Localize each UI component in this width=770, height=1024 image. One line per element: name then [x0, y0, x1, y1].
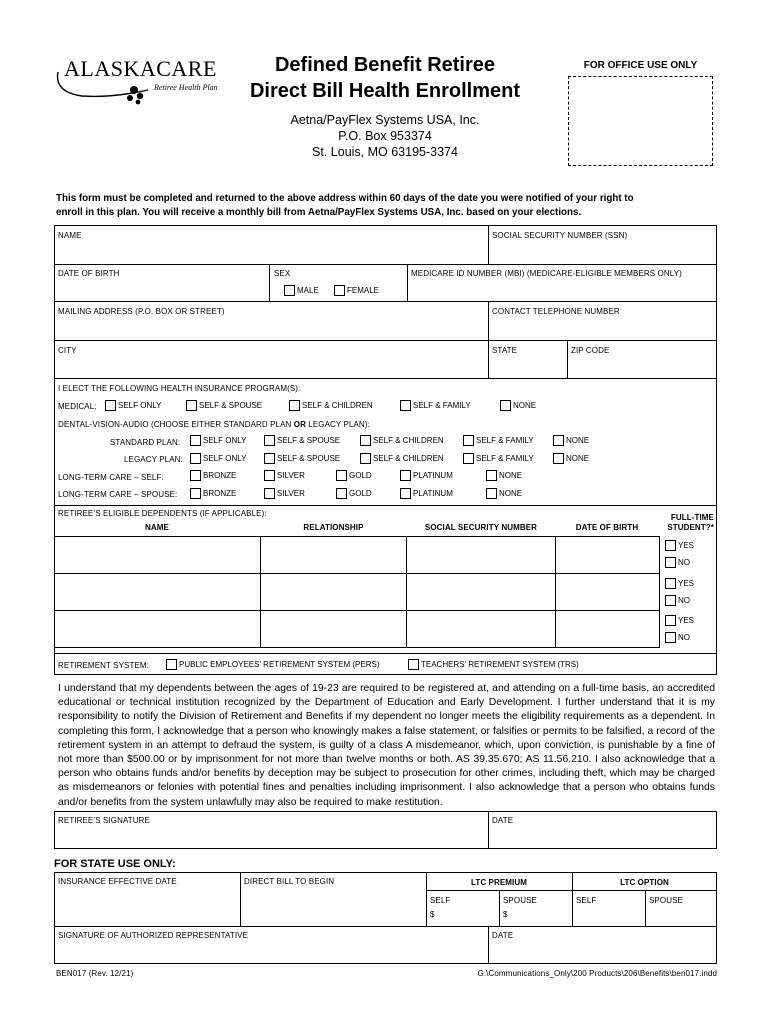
standard-self-spouse[interactable]: SELF & SPOUSE	[264, 435, 340, 446]
premium-self-dollar[interactable]: $	[430, 910, 435, 919]
standard-none[interactable]: NONE	[553, 435, 589, 446]
option-self-field[interactable]: SELF	[576, 896, 597, 905]
dva-heading: DENTAL-VISION-AUDIO (CHOOSE EITHER STANDARD PLAN OR LEGACY PLAN):	[58, 420, 370, 429]
legacy-self-children[interactable]: SELF & CHILDREN	[360, 453, 444, 464]
dependents-heading: RETIREE’S ELIGIBLE DEPENDENTS (IF APPLICABLE):	[58, 509, 267, 518]
dep3-student-yes[interactable]: YES	[665, 615, 694, 626]
dependent-row[interactable]	[54, 573, 660, 610]
name-field[interactable]: NAME	[58, 231, 82, 240]
logo-brand: ALASKACARE	[64, 56, 217, 81]
ltc-spouse-label: LONG-TERM CARE – SPOUSE:	[58, 490, 178, 499]
ltc-spouse-silver[interactable]: SILVER	[264, 488, 305, 499]
dep-col-name: NAME	[145, 523, 169, 532]
dep-col-student-1: FULL-TIME	[670, 513, 714, 522]
option-spouse-field[interactable]: SPOUSE	[649, 896, 683, 905]
signature-date-field[interactable]: DATE	[492, 816, 514, 825]
ltc-spouse-none[interactable]: NONE	[486, 488, 522, 499]
legacy-plan-label: LEGACY PLAN:	[124, 455, 183, 464]
effective-date-field[interactable]: INSURANCE EFFECTIVE DATE	[58, 877, 177, 886]
ltc-self-bronze[interactable]: BRONZE	[190, 470, 236, 481]
ltc-self-label: LONG-TERM CARE – SELF:	[58, 473, 164, 482]
retirement-pers-option[interactable]: PUBLIC EMPLOYEES’ RETIREMENT SYSTEM (PERS)	[166, 659, 379, 670]
legacy-none[interactable]: NONE	[553, 453, 589, 464]
retirement-system-label: RETIREMENT SYSTEM:	[58, 661, 149, 670]
dep1-student-yes[interactable]: YES	[665, 540, 694, 551]
legacy-self-only[interactable]: SELF ONLY	[190, 453, 246, 464]
legacy-self-spouse[interactable]: SELF & SPOUSE	[264, 453, 340, 464]
alaskacare-logo	[52, 52, 222, 112]
female-checkbox[interactable]	[334, 285, 345, 296]
ltc-spouse-bronze[interactable]: BRONZE	[190, 488, 236, 499]
acknowledgement-statement: I understand that my dependents between the ages of 19-23 are required to be registered at, and attending on a full-time basis, an accredited educational or technical institution recognized by the Department of Education and Early Development. I further understand that it is my responsibility to notify the Division of Retirement and Benefits if my dependent no longer meets the eligibility requirements as a dependent. In completing this form, I acknowledge that a person who knowingly makes a false statement, or falsifies or permits to be falsified, a record of the retirement system in an attempt to defraud the system, is guilty of a class A misdemeanor, which, upon conviction, is punishable by a fine of not more than $500.00 or by imprisonment for not more than twelve months or both. AS 39.35.670; AS 11.56.210. I also acknowledge that a person who obtains funds and/or benefits by deception may be subject to prosecution for other crimes, including theft, which may be charged as misdemeanors or felonies with potential fines and penalties including imprisonment. I also acknowledge that a person who obtains funds and/or benefits from the system unlawfully may also be required to make restitution.	[58, 683, 715, 808]
ltc-self-platinum[interactable]: PLATINUM	[400, 470, 453, 481]
file-path: G:\Communications_Only\200 Products\206\Benefits\ben017.indd	[477, 969, 717, 978]
ltc-self-none[interactable]: NONE	[486, 470, 522, 481]
instructions-line2: enroll in this plan. You will receive a monthly bill from Aetna/PayFlex Systems USA, Inc. based on your elections.	[56, 207, 582, 218]
form-title-line2: Direct Bill Health Enrollment	[249, 80, 521, 102]
dep1-student-no[interactable]: NO	[665, 557, 690, 568]
retirement-trs-option[interactable]: TEACHERS’ RETIREMENT SYSTEM (TRS)	[408, 659, 579, 670]
premium-self-label: SELF	[430, 896, 451, 905]
ltc-self-gold[interactable]: GOLD	[336, 470, 372, 481]
dob-field[interactable]: DATE OF BIRTH	[58, 269, 120, 278]
office-use-label: FOR OFFICE USE ONLY	[583, 60, 698, 71]
address-line3: St. Louis, MO 63195-3374	[312, 145, 458, 159]
medical-self-spouse[interactable]: SELF & SPOUSE	[186, 400, 262, 411]
sex-male-option[interactable]: MALE	[284, 285, 319, 296]
ltc-option-header: LTC OPTION	[620, 878, 669, 887]
state-use-heading: FOR STATE USE ONLY:	[54, 858, 176, 870]
premium-spouse-label: SPOUSE	[503, 896, 537, 905]
dep-col-ssn: SOCIAL SECURITY NUMBER	[424, 523, 538, 532]
medical-label: MEDICAL:	[58, 402, 97, 411]
legacy-self-family[interactable]: SELF & FAMILY	[463, 453, 534, 464]
medical-none[interactable]: NONE	[500, 400, 536, 411]
standard-self-children[interactable]: SELF & CHILDREN	[360, 435, 444, 446]
standard-plan-label: STANDARD PLAN:	[110, 438, 181, 447]
instructions-line1: This form must be completed and returned to the above address within 60 days of the date you were notified of your right to	[56, 193, 634, 204]
mailing-address-field[interactable]: MAILING ADDRESS (P.O. BOX OR STREET)	[58, 307, 225, 316]
sex-female-option[interactable]: FEMALE	[334, 285, 379, 296]
dep2-student-yes[interactable]: YES	[665, 578, 694, 589]
dependent-row[interactable]	[54, 610, 660, 647]
standard-self-family[interactable]: SELF & FAMILY	[463, 435, 534, 446]
zip-field[interactable]: ZIP CODE	[571, 346, 610, 355]
medical-self-family[interactable]: SELF & FAMILY	[400, 400, 471, 411]
phone-field[interactable]: CONTACT TELEPHONE NUMBER	[492, 307, 620, 316]
programs-heading: I ELECT THE FOLLOWING HEALTH INSURANCE PROGRAM(S):	[58, 384, 301, 393]
office-use-box	[568, 76, 713, 166]
ltc-spouse-platinum[interactable]: PLATINUM	[400, 488, 453, 499]
medicare-field[interactable]: MEDICARE ID NUMBER (MBI) (MEDICARE-ELIGIBLE MEMBERS ONLY)	[411, 269, 682, 278]
ssn-field[interactable]: SOCIAL SECURITY NUMBER (SSN)	[492, 231, 628, 240]
ltc-spouse-gold[interactable]: GOLD	[336, 488, 372, 499]
premium-spouse-dollar[interactable]: $	[503, 910, 508, 919]
direct-bill-begin-field[interactable]: DIRECT BILL TO BEGIN	[244, 877, 335, 886]
sex-label: SEX	[274, 269, 291, 278]
dep-col-student-2: STUDENT?*	[667, 523, 714, 532]
dep-col-dob: DATE OF BIRTH	[575, 523, 639, 532]
dependent-row[interactable]	[54, 536, 660, 573]
dep2-student-no[interactable]: NO	[665, 595, 690, 606]
ltc-premium-header: LTC PREMIUM	[470, 878, 528, 887]
medical-self-children[interactable]: SELF & CHILDREN	[289, 400, 373, 411]
signature-box	[54, 811, 717, 849]
address-line1: Aetna/PayFlex Systems USA, Inc.	[290, 113, 480, 127]
state-field[interactable]: STATE	[492, 346, 518, 355]
authorized-signature-field[interactable]: SIGNATURE OF AUTHORIZED REPRESENTATIVE	[58, 931, 249, 940]
male-checkbox[interactable]	[284, 285, 295, 296]
retiree-signature-field[interactable]: RETIREE’S SIGNATURE	[58, 816, 150, 825]
authorized-date-field[interactable]: DATE	[492, 931, 514, 940]
form-id: BEN017 (Rev. 12/21)	[56, 969, 134, 978]
ltc-self-silver[interactable]: SILVER	[264, 470, 305, 481]
dep-col-relationship: RELATIONSHIP	[303, 523, 364, 532]
form-title-line1: Defined Benefit Retiree	[274, 54, 496, 76]
medical-self-only[interactable]: SELF ONLY	[105, 400, 161, 411]
city-field[interactable]: CITY	[58, 346, 77, 355]
dep3-student-no[interactable]: NO	[665, 632, 690, 643]
logo-tagline: Retiree Health Plan	[154, 83, 218, 92]
standard-self-only[interactable]: SELF ONLY	[190, 435, 246, 446]
address-line2: P.O. Box 953374	[338, 129, 432, 143]
